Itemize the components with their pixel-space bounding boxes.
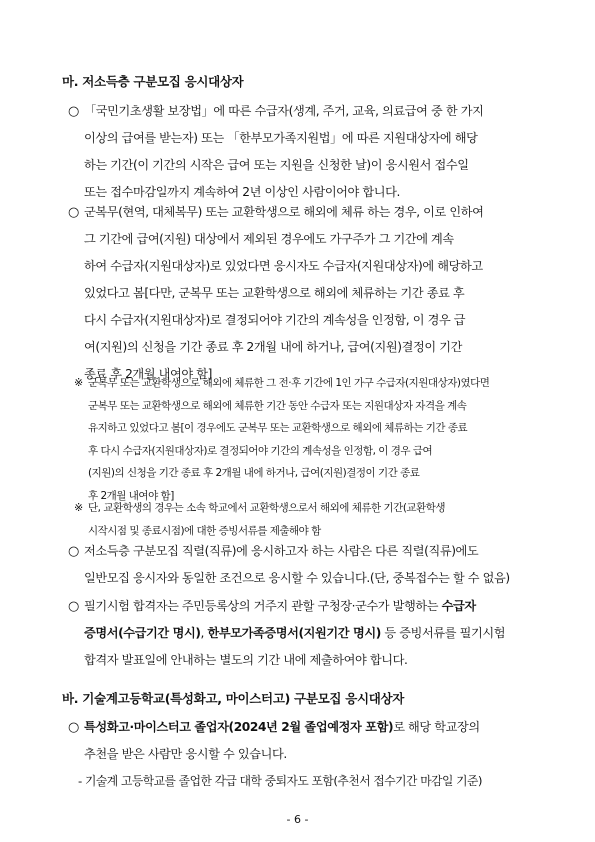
text-line: 저소득층 구분모집 직렬(직류)에 응시하고자 하는 사람은 다른 직렬(직류)에도 — [84, 544, 479, 558]
text-line: 있었다고 봄[다만, 군복무 또는 교환학생으로 해외에 체류하는 기간 종료 후 — [84, 286, 465, 300]
text-line: 여(지원)의 신청을 기간 종료 후 2개월 내에 하거나, 급여(지원)결정이 기간 — [84, 340, 462, 354]
reference-mark: ※ — [74, 501, 84, 514]
list-item-text — [84, 98, 540, 206]
list-item — [62, 538, 540, 592]
text-line: 단, 교환학생의 경우는 소속 학교에서 교환학생으로서 해외에 체류한 기간(교환학생 — [88, 502, 445, 514]
text-line: 그 기간에 급여(지원) 대상에서 제외된 경우에도 가구주가 그 기간에 계속 — [84, 232, 454, 246]
text-span: 필기시험 합격자는 주민등록상의 거주지 관할 구청장·군수가 발행하는 — [84, 599, 442, 613]
text-line: 합격자 발표일에 안내하는 별도의 기간 내에 제출하여야 합니다. — [84, 653, 408, 667]
text-line: 군복무 또는 교환학생으로 해외에 체류한 그 전·후 기간에 1인 가구 수급자(지원대상자)였다면 — [88, 377, 490, 389]
text-span: , — [200, 626, 208, 640]
bullet-circle: ○ — [68, 205, 80, 220]
note-block — [70, 372, 540, 507]
text-line — [84, 620, 540, 647]
text-line: 또는 접수마감일까지 계속하여 2년 이상인 사람이어야 합니다. — [84, 185, 401, 199]
text-line: 다시 수급자(지원대상자)로 결정되어야 기간의 계속성을 인정함, 이 경우 급 — [84, 313, 466, 327]
list-item-text — [84, 538, 540, 592]
emphasis-text: 특성화고·마이스터고 졸업자(2024년 2월 졸업예정자 포함) — [84, 720, 394, 734]
list-item-text — [84, 714, 540, 768]
text-line: 하여 수급자(지원대상자)로 있었다면 응시자도 수급자(지원대상자)에 해당하고 — [84, 259, 483, 273]
bullet-circle: ○ — [68, 544, 80, 559]
note-block — [70, 497, 540, 542]
emphasis-text: 증명서(수급기간 명시) — [84, 626, 201, 640]
text-span: 로 해당 학교장의 — [393, 720, 480, 734]
text-line: 군복무 또는 교환학생으로 해외에 체류한 기간 동안 수급자 또는 지원대상자 자격을 계속 — [88, 399, 467, 412]
text-line: 종료 후 2개월 내여야 함] — [84, 367, 212, 381]
text-line: 이상의 급여를 받는자) 또는 「한부모가족지원법」에 따른 지원대상자에 해당 — [84, 131, 478, 145]
text-line: 군복무(현역, 대체복무) 또는 교환학생으로 해외에 체류 하는 경우, 이로 인하여 — [84, 205, 484, 219]
text-line — [84, 593, 540, 620]
text-line: 추천을 받은 사람만 응시할 수 있습니다. — [84, 747, 287, 761]
text-line: 「국민기초생활 보장법」에 따른 수급자(생계, 주거, 교육, 의료급여 중 한 가지 — [84, 104, 484, 118]
text-span: 등 증빙서류를 필기시험 — [380, 626, 506, 640]
list-item — [62, 714, 540, 768]
text-line: 유지하고 있었다고 봄[이 경우에도 군복무 또는 교환학생으로 해외에 체류하는 기간 종료 — [88, 422, 468, 434]
note-text — [88, 372, 540, 507]
list-item — [62, 593, 540, 674]
bullet-circle: ○ — [68, 599, 80, 614]
text-line: (지원)의 신청을 기간 종료 후 2개월 내에 하거나, 급여(지원)결정이 기간 종료 — [88, 467, 420, 479]
text-line: 하는 기간(이 기간의 시작은 급여 또는 지원을 신청한 날)이 응시원서 접수일 — [84, 158, 469, 172]
list-item-text — [84, 593, 540, 674]
reference-mark: ※ — [74, 376, 84, 389]
list-item — [62, 199, 540, 388]
list-item — [62, 98, 540, 206]
list-item-text — [84, 199, 540, 388]
sub-item-dash: - 기술계 고등학교를 졸업한 각급 대학 중퇴자도 포함(추천서 접수기간 마감일 기준) — [78, 774, 483, 788]
text-line: 후 2개월 내여야 함] — [88, 489, 174, 502]
text-line: 후 다시 수급자(지원대상자)로 결정되어야 기간의 계속성을 인정함, 이 경우 급여 — [88, 444, 433, 457]
bullet-circle: ○ — [68, 720, 80, 735]
text-line — [84, 714, 540, 741]
page-number: - 6 - — [286, 813, 309, 826]
emphasis-text: 수급자 — [441, 599, 476, 613]
section-heading-ba: 바. 기술계고등학교(특성화고, 마이스터고) 구분모집 응시대상자 — [62, 691, 405, 706]
text-line: 일반모집 응시자와 동일한 조건으로 응시할 수 있습니다.(단, 중복접수는 할 수 없음) — [84, 571, 510, 585]
note-text — [88, 497, 540, 542]
text-line: 시작시점 및 종료시점)에 대한 증빙서류를 제출해야 함 — [88, 524, 321, 537]
bullet-circle: ○ — [68, 104, 80, 119]
emphasis-text: 한부모가족증명서(지원기간 명시) — [207, 626, 381, 640]
section-heading-ma: 마. 저소득층 구분모집 응시대상자 — [62, 74, 244, 89]
